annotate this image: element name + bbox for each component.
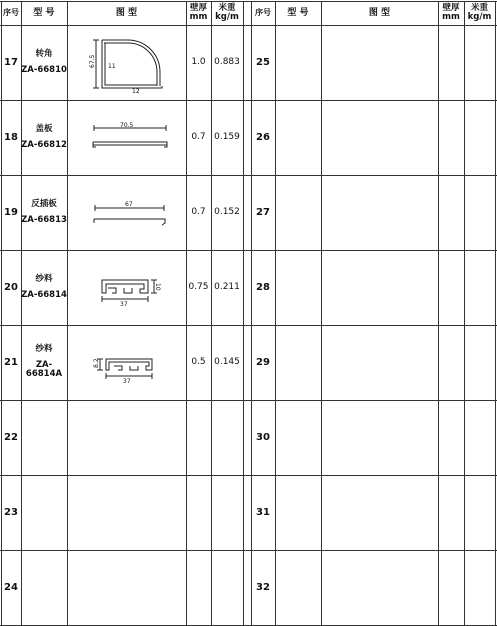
header-figure: 图 型 [115,7,138,18]
profile-code: ZA-66812 [21,139,67,150]
dim-height: 8.2 [93,358,100,368]
wall-thickness: 1.0 [191,57,206,68]
profile-name: 盖板 [35,123,53,134]
screen-profile-a-drawing [92,354,162,386]
row-seq: 32 [256,581,270,593]
profile-code: ZA-66814 [21,289,67,300]
header-wall-thickness [186,1,211,25]
profile-code: ZA-66814A [25,359,63,380]
header-seq: 序号 [3,8,19,18]
row-seq: 29 [256,356,270,368]
header-weight-unit: kg/m [467,12,492,22]
unit-weight: 0.152 [214,207,240,218]
dim-width: 70.5 [120,122,134,129]
row-model [21,175,67,250]
header-wall-thickness [438,1,464,25]
row-seq: 17 [4,56,18,68]
row-seq: 30 [256,431,270,443]
dim-bottom: 12 [132,88,140,95]
col-line [275,1,276,625]
row-seq: 19 [4,206,18,218]
header-model: 型 号 [287,7,309,18]
unit-weight: 0.883 [214,57,240,68]
row-seq: 23 [4,506,18,518]
profile-name: 反插板 [31,198,57,209]
row-seq: 28 [256,281,270,293]
row-seq: 18 [4,131,18,143]
header-wall-unit: mm [189,12,208,22]
header-model: 型 号 [33,7,55,18]
dim-width: 37 [123,378,131,385]
row-model [21,250,67,325]
profile-code: ZA-66813 [21,214,67,225]
col-line [438,1,439,625]
row-seq: 21 [4,356,18,368]
row-divider [0,100,497,101]
row-model [21,25,67,100]
row-model [21,325,67,400]
header-unit-weight [211,1,243,25]
wall-thickness: 0.5 [191,357,206,368]
dim-width: 67 [125,201,133,208]
col-line [67,1,68,625]
header-wall-unit: mm [442,12,460,22]
header-figure: 图 型 [368,7,391,18]
col-line [321,1,322,625]
header-seq: 序号 [255,8,271,18]
row-seq: 24 [4,581,18,593]
row-seq: 25 [256,56,270,68]
dim-inner: 11 [108,63,116,70]
dim-height: 10 [154,283,161,291]
row-seq: 20 [4,281,18,293]
row-seq: 31 [256,506,270,518]
header-weight-unit: kg/m [215,12,239,22]
row-divider [0,250,497,251]
dim-width: 37 [120,301,128,308]
insert-plate-drawing [92,198,168,232]
profile-code: ZA-66810 [21,64,67,75]
header-unit-weight [464,1,495,25]
header-wall-label: 壁厚 [442,3,460,13]
row-divider [0,175,497,176]
row-divider [0,325,497,326]
wall-thickness: 0.7 [191,207,206,218]
corner-profile-drawing [88,38,168,94]
header-divider [0,25,497,26]
profile-name: 转角 [35,48,53,59]
header-weight-label: 米重 [218,3,236,13]
unit-weight: 0.159 [214,132,240,143]
row-seq: 26 [256,131,270,143]
wall-thickness: 0.7 [191,132,206,143]
row-model [21,100,67,175]
row-seq: 27 [256,206,270,218]
col-line [495,1,496,625]
row-divider [0,400,497,401]
screen-profile-drawing [98,276,166,308]
row-seq: 22 [4,431,18,443]
header-wall-label: 壁厚 [189,3,207,13]
row-divider [0,475,497,476]
dim-height: 67.5 [89,54,96,68]
col-line [243,1,244,625]
wall-thickness: 0.75 [188,282,209,293]
col-line [464,1,465,625]
header-weight-label: 米重 [470,3,488,13]
cover-plate-drawing [90,120,170,154]
profile-name: 纱料 [35,273,53,284]
unit-weight: 0.211 [214,282,240,293]
row-divider [0,550,497,551]
unit-weight: 0.145 [214,357,240,368]
profile-name: 纱料 [35,343,53,354]
